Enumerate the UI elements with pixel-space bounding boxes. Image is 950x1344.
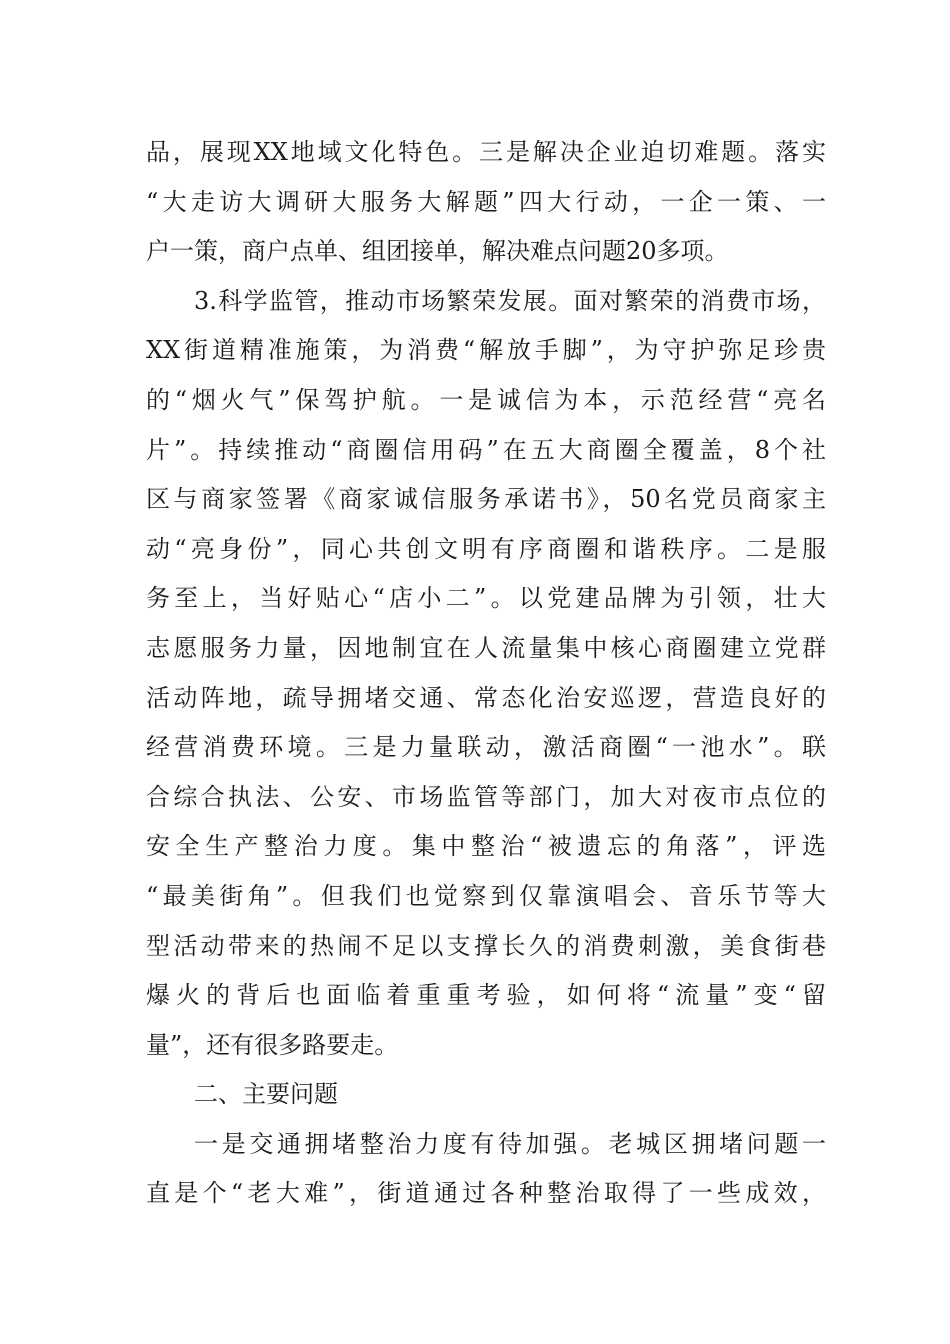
text-line: 户一策，商户点单、组团接单，解决难点问题20多项。 [146, 237, 729, 266]
text-line: 活动阵地，疏导拥堵交通、常态化治安巡逻，营造良好的 [146, 683, 826, 712]
section-heading: 二、主要问题 [194, 1080, 338, 1109]
text-line: 品，展现XX地域文化特色。三是解决企业迫切难题。落实 [146, 138, 826, 166]
text-line: 爆火的背后也面临着重重考验，如何将“流量”变“留 [146, 981, 826, 1010]
text-line: 志愿服务力量，因地制宜在人流量集中核心商圈建立党群 [146, 633, 826, 662]
text-line: “大走访大调研大服务大解题”四大行动，一企一策、一 [146, 187, 826, 216]
text-line: 量”，还有很多路要走。 [146, 1030, 399, 1059]
text-line: 片”。持续推动“商圈信用码”在五大商圈全覆盖，8个社 [146, 435, 826, 464]
text-line: “最美街角”。但我们也觉察到仅靠演唱会、音乐节等大 [146, 881, 826, 910]
text-line: 直是个“老大难”，街道通过各种整治取得了一些成效， [146, 1179, 826, 1208]
text-line: 型活动带来的热闹不足以支撑长久的消费刺激，美食街巷 [146, 931, 826, 960]
text-line: 区与商家签署《商家诚信服务承诺书》，50名党员商家主 [146, 485, 826, 514]
text-line: 一是交通拥堵整治力度有待加强。老城区拥堵问题一 [194, 1129, 826, 1158]
text-line: 的“烟火气”保驾护航。一是诚信为本，示范经营“亮名 [146, 385, 826, 414]
text-line: 经营消费环境。三是力量联动，激活商圈“一池水”。联 [146, 733, 826, 762]
text-line: 合综合执法、公安、市场监管等部门，加大对夜市点位的 [146, 782, 826, 811]
text-line: 3.科学监管，推动市场繁荣发展。面对繁荣的消费市场， [194, 286, 826, 315]
document-body [146, 128, 826, 1219]
text-line: XX街道精准施策，为消费“解放手脚”，为守护弥足珍贵 [146, 336, 826, 365]
text-line: 动“亮身份”，同心共创文明有序商圈和谐秩序。二是服 [146, 534, 826, 563]
text-line: 安全生产整治力度。集中整治“被遗忘的角落”，评选 [146, 832, 826, 861]
text-line: 务至上，当好贴心“店小二”。以党建品牌为引领，壮大 [146, 584, 826, 613]
